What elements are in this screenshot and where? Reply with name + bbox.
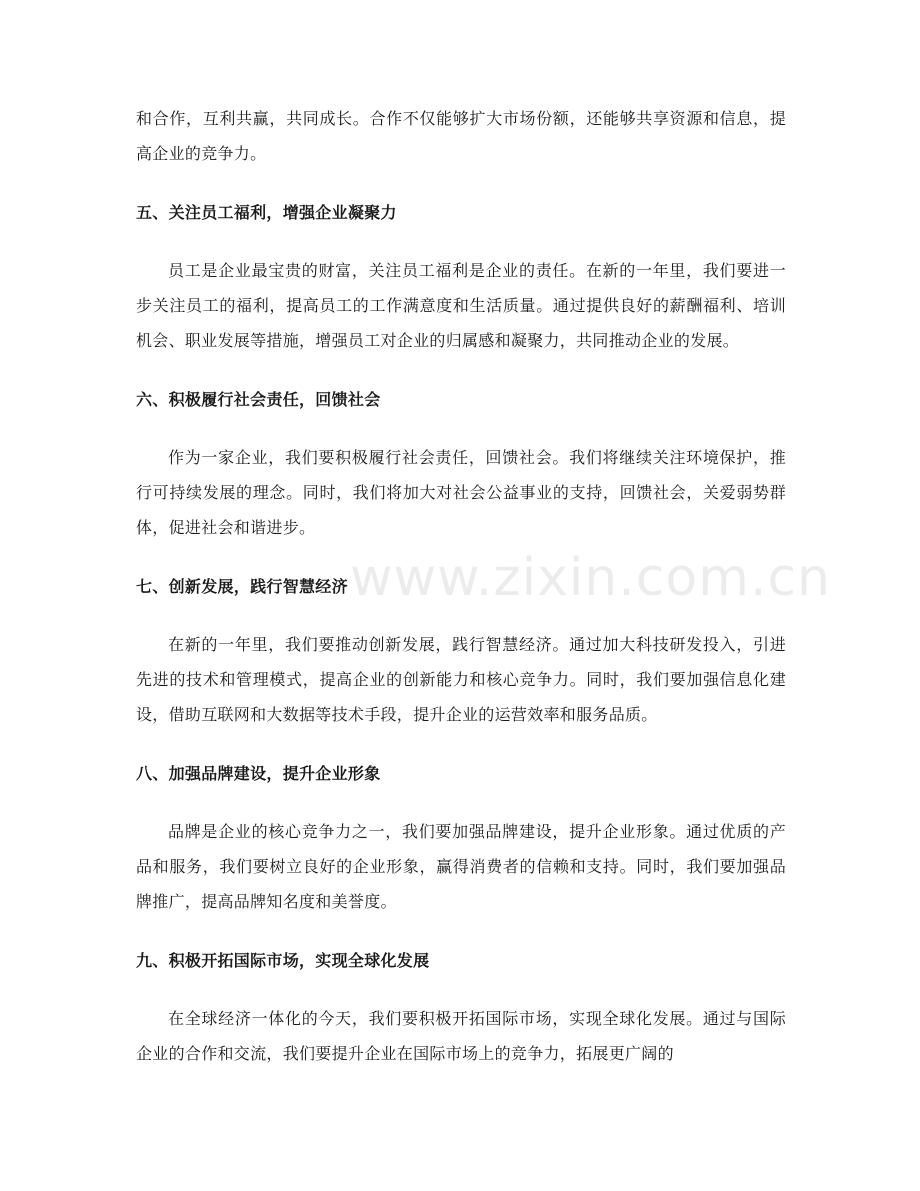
section-body-6: 作为一家企业，我们要积极履行社会责任，回馈社会。我们将继续关注环境保护，推行可持续发展的理念。同时，我们将加大对社会公益事业的支持，回馈社会，关爱弱势群体，促进社会和谐进步。 <box>136 448 786 537</box>
section-heading-9: 九、积极开拓国际市场，实现全球化发展 <box>136 951 430 970</box>
section-heading-5: 五、关注员工福利，增强企业凝聚力 <box>136 203 397 222</box>
section-heading-6: 六、积极履行社会责任，回馈社会 <box>136 390 381 409</box>
intro-paragraph: 和合作，互利共赢，共同成长。合作不仅能够扩大市场份额，还能够共享资源和信息，提高企业的竞争力。 <box>136 109 786 163</box>
section-body-9: 在全球经济一体化的今天，我们要积极开拓国际市场，实现全球化发展。通过与国际企业的合作和交流，我们要提升企业在国际市场上的竞争力，拓展更广阔的 <box>136 1009 786 1063</box>
section-body-7: 在新的一年里，我们要推动创新发展，践行智慧经济。通过加大科技研发投入，引进先进的技术和管理模式，提高企业的创新能力和核心竞争力。同时，我们要加强信息化建设，借助互联网和大数据等技术手段，提升企业的运营效率和服务品质。 <box>136 635 786 724</box>
section-body-5: 员工是企业最宝贵的财富，关注员工福利是企业的责任。在新的一年里，我们要进一步关注员工的福利，提高员工的工作满意度和生活质量。通过提供良好的薪酬福利、培训机会、职业发展等措施，增强员工对企业的归属感和凝聚力，共同推动企业的发展。 <box>136 261 786 350</box>
watermark: www.zixin.com.cn <box>350 548 831 608</box>
section-heading-7: 七、创新发展，践行智慧经济 <box>136 577 348 596</box>
section-body-8: 品牌是企业的核心竞争力之一，我们要加强品牌建设，提升企业形象。通过优质的产品和服务，我们要树立良好的企业形象，赢得消费者的信赖和支持。同时，我们要加强品牌推广，提高品牌知名度和美誉度。 <box>136 822 786 911</box>
section-heading-8: 八、加强品牌建设，提升企业形象 <box>136 764 381 783</box>
document-page <box>136 101 786 1071</box>
